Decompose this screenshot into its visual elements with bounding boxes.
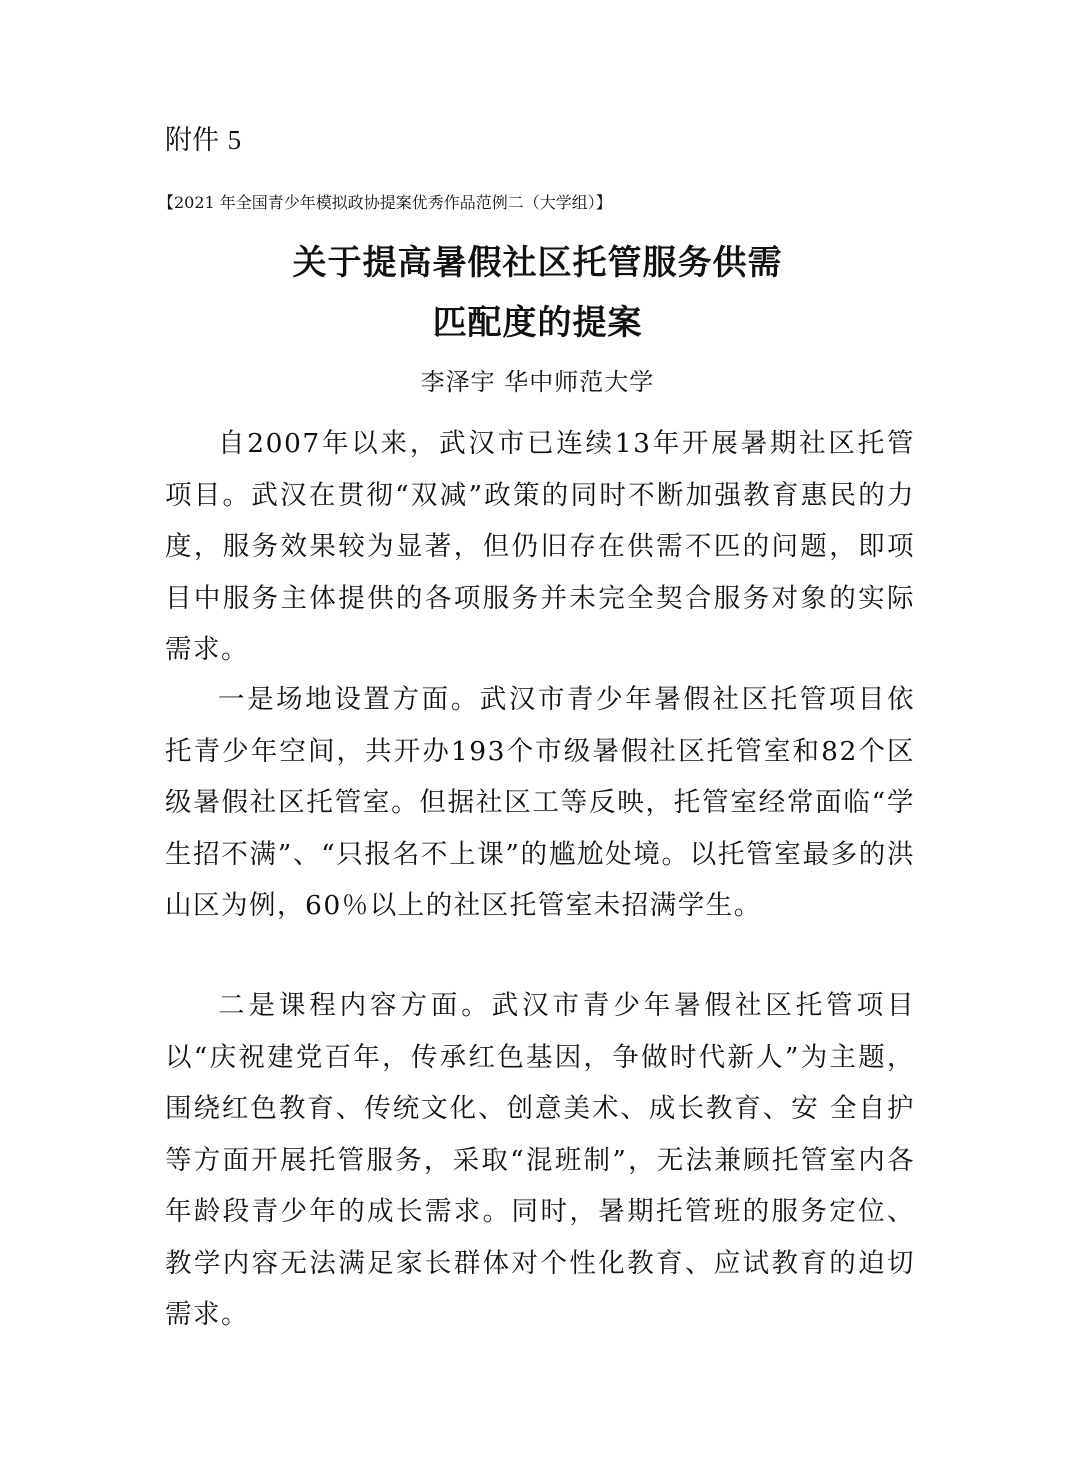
body-paragraph-2-block [165, 674, 915, 932]
body-paragraph-1: 自2007年以来，武汉市已连续13年开展暑期社区托管项目。武汉在贯彻“双减”政策的同时不断加强教育惠民的力度，服务效果较为显著，但仍旧存在供需不匹的问题，即项目中服务主体提供的各项服务并未完全契合服务对象的实际需求。 [165, 428, 915, 665]
attachment-heading [165, 120, 241, 161]
document-title-line-1: 关于提高暑假社区托管服务供需 [292, 243, 783, 283]
body-paragraph-1-block [165, 418, 915, 676]
body-paragraph-3: 二是课程内容方面。武汉市青少年暑假社区托管项目以“庆祝建党百年，传承红色基因，争做时代新人”为主题，围绕红色教育、传统文化、创意美术、成长教育、安 全自护等方面开展托管服务，采取“混班制”，无法兼顾托管室内各年龄段青少年的成长需求。同时，暑期托管班的服务定位、教学内容无法满足家长群体对个性化教育、应试教育的迫切需求。 [165, 990, 915, 1330]
source-note: 【2021 年全国青少年模拟政协提案优秀作品范例二（大学组）】 [158, 193, 612, 212]
attachment-label: 附件 [165, 125, 219, 156]
body-paragraph-3-block [165, 980, 915, 1341]
document-title-line-2: 匹配度的提案 [432, 303, 643, 343]
attachment-number: 5 [227, 125, 242, 155]
author-line: 李泽宇 华中师范大学 [420, 368, 655, 396]
body-paragraph-2: 一是场地设置方面。武汉市青少年暑假社区托管项目依托青少年空间，共开办193个市级暑假社区托管室和82个区级暑假社区托管室。但据社区工等反映，托管室经常面临“学生招不满”、“只报名不上课”的尴尬处境。以托管室最多的洪山区为例，60％以上的社区托管室未招满学生。 [165, 684, 915, 921]
